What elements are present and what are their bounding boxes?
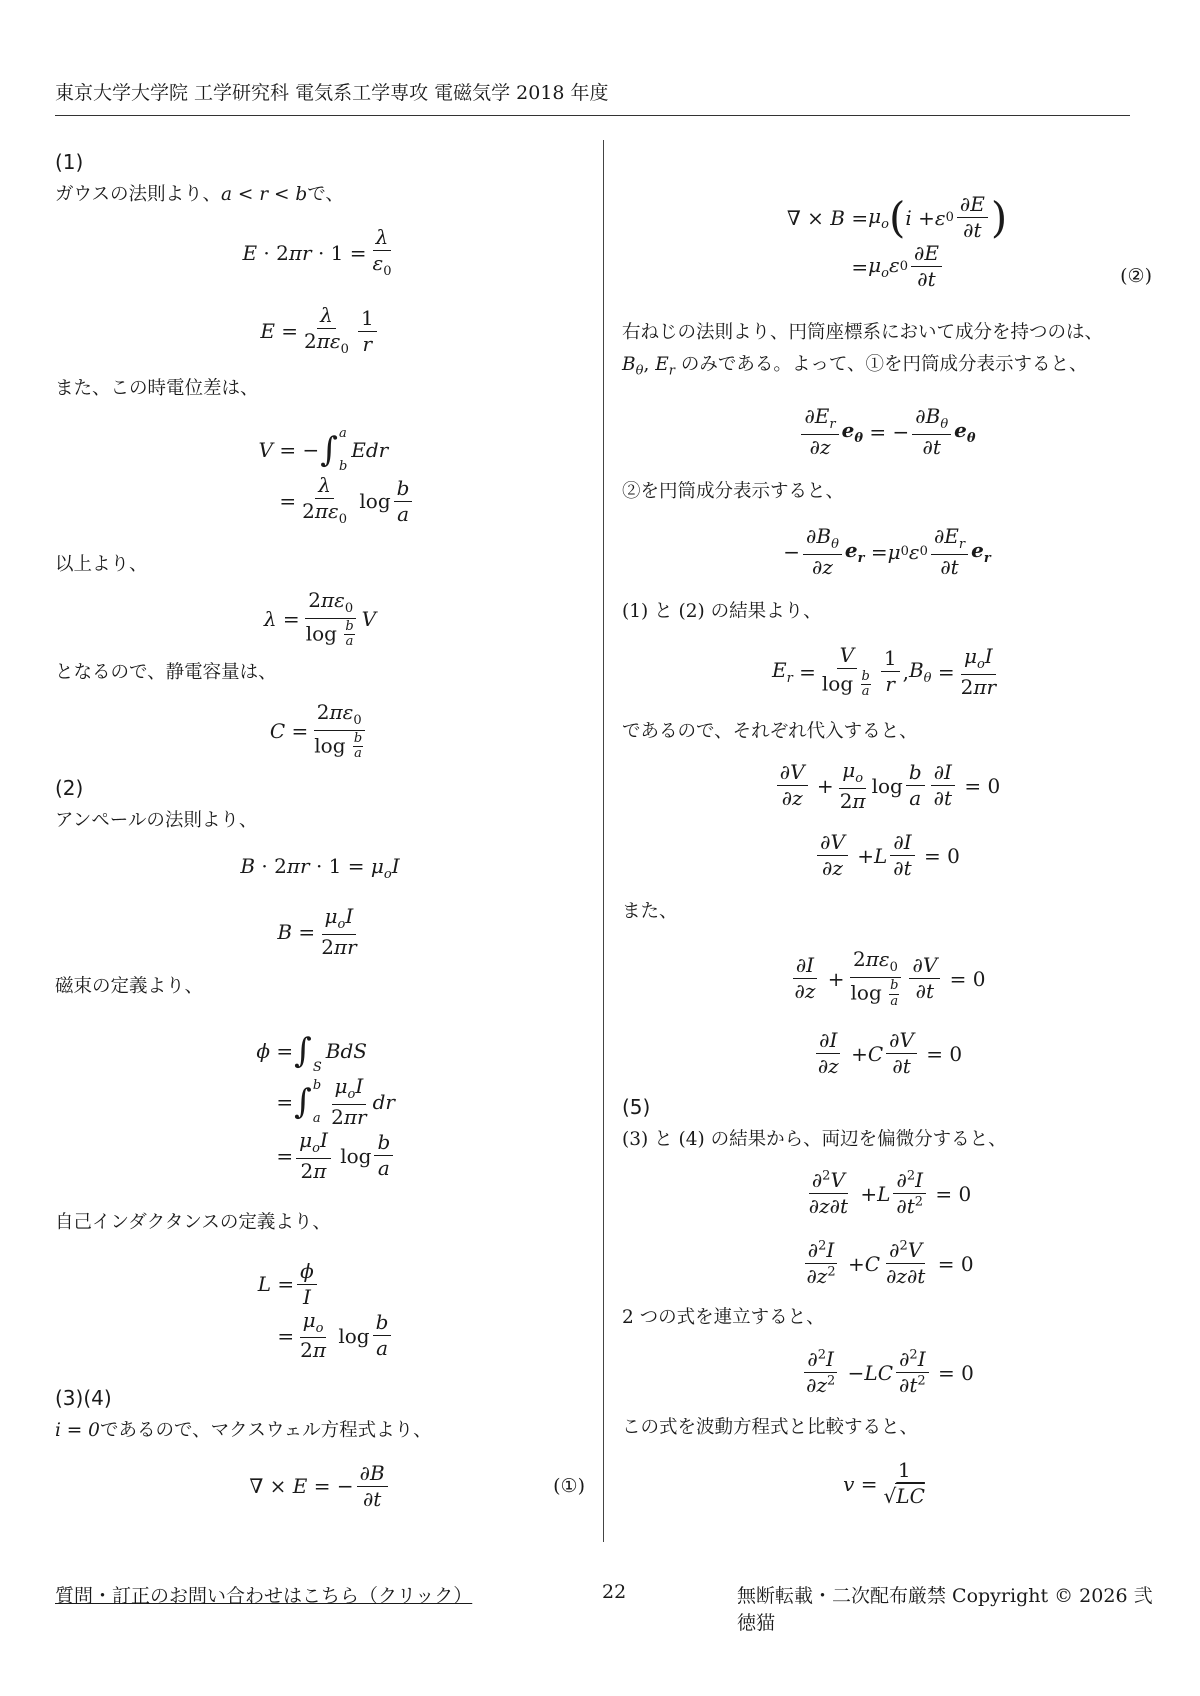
- equation-gauss: E · 2πr · 1 = $\frac{\lambda}{\varepsilon_0}$: [242, 225, 392, 280]
- paragraph-hence: 以上より、: [55, 554, 148, 575]
- ref-4: (4): [678, 1128, 705, 1150]
- paragraph-ampere: アンペールの法則より、: [55, 810, 258, 831]
- paragraph-right-screw: 右ねじの法則より、円筒座標系において成分を持つのは、: [622, 322, 1104, 343]
- equation-telegraph-v2: $\frac{\partial V}{\partial z}$ + L $\frac{\partial I}{\partial t}$ = 0: [622, 825, 1152, 887]
- equation-er-btheta: $E_r$ = V log $\frac{b}{a}$ $\frac{1}{r}$ , $B_\theta$ = $\frac{\mu_oI}{2\pi r}$: [771, 642, 997, 700]
- right-column: [622, 140, 1152, 1525]
- text-differentiate: の結果から、両辺を偏微分すると、: [710, 1128, 1007, 1150]
- equation-potential: V = − ∫ a b Edr = $\frac{\lambda}{2\pi\varepsilon_0}$ log $\frac{b}{a}$: [55, 412, 585, 542]
- equation-b-field: B = $\frac{\mu_oI}{2\pi r}$: [277, 904, 357, 959]
- paragraph-cyl-ampere: ②を円筒成分表示すると、: [622, 480, 845, 502]
- left-column: [55, 140, 585, 1526]
- paragraph-flux: 磁束の定義より、: [55, 976, 204, 997]
- text-and-2: と: [654, 1128, 673, 1150]
- ref-3: (3): [622, 1128, 649, 1150]
- section-1-heading: (1): [55, 150, 84, 174]
- page-number: 22: [602, 1581, 627, 1603]
- ref-2: (2): [678, 600, 705, 622]
- equation-faraday: ∇ × E = − $\frac{\partial B}{\partial t}$ (①): [249, 1460, 585, 1511]
- equation-flux: ϕ = ∫ S BdS = ∫ b a $\frac{\mu_oI}{2\pi r}$ dr = $\frac{\mu_oI}{2\pi}$ log $\frac{b}{a}$: [256, 1031, 395, 1183]
- equation-e-field: E = $\frac{\lambda}{2\pi\varepsilon_0}$ $\frac{1}{r}$: [55, 296, 585, 366]
- paragraph-capacitance: となるので、静電容量は、: [55, 662, 277, 683]
- paragraph-results-12: [622, 597, 1152, 627]
- equation-inductance: L = $\frac{\phi}{I}$ = $\frac{\mu_o}{2\pi}$ log $\frac{b}{a}$: [55, 1246, 585, 1376]
- section-34-heading: (3)(4): [55, 1386, 112, 1410]
- math-condition: a < r < b: [220, 184, 308, 205]
- paragraph-differentiate: [622, 1125, 1152, 1155]
- column-divider: [603, 140, 604, 1542]
- equation-wave: $\frac{\partial^2I}{\partial z^2}$ − LC $\frac{\partial^2I}{\partial t^2}$ = 0: [806, 1347, 974, 1398]
- equation-second-order-2: $\frac{\partial^2I}{\partial z^2}$ + C $\frac{\partial^2V}{\partial z\partial t}$ = 0: [806, 1238, 974, 1289]
- section-5-heading: (5): [622, 1094, 651, 1119]
- text-results: の結果より、: [710, 600, 822, 622]
- ref-1: (1): [622, 600, 649, 622]
- equation-telegraph-i2: $\frac{\partial I}{\partial z}$ + C $\frac{\partial V}{\partial t}$ = 0: [817, 1028, 963, 1079]
- equation-ampere: $B \cdot 2\pi r \cdot 1 = \mu_oI$: [240, 854, 400, 882]
- text-maxwell: であるので、マクスウェル方程式より、: [99, 1420, 432, 1441]
- paragraph-potential: また、この時電位差は、: [55, 378, 259, 399]
- paragraph-gauss: [55, 180, 585, 210]
- text-components: のみである。よって、①を円筒成分表示すると、: [680, 354, 1088, 375]
- paragraph-substitute: であるので、それぞれ代入すると、: [622, 720, 918, 742]
- section-2-heading: (2): [55, 776, 84, 800]
- text-gauss: ガウスの法則より、: [55, 184, 221, 205]
- equation-velocity: v = $\frac{1}{√LC}$: [843, 1458, 925, 1509]
- equation-telegraph-i1: $\frac{\partial I}{\partial z}$ + $2\pi\varepsilon_0$ log $\frac{b}{a}$ $\frac{\partial V}{\partial t}$ = 0: [794, 947, 986, 1009]
- paragraph-inductance: 自己インダクタンスの定義より、: [55, 1212, 331, 1233]
- math-b-theta: B: [622, 354, 636, 375]
- page-header: 東京大学大学院 工学研究科 電気系工学専攻 電磁気学 2018 年度: [55, 78, 1130, 116]
- contact-link[interactable]: 質問・訂正のお問い合わせはこちら（クリック）: [55, 1585, 473, 1607]
- equation-capacitance: C = $2\pi\varepsilon_0$ log $\frac{b}{a}$: [55, 696, 585, 766]
- equation-cyl-faraday: $\frac{\partial E_r}{\partial z}$ $e_\theta$ = − $\frac{\partial B_\theta}{\partial t}$ $e_\theta$: [622, 395, 1152, 469]
- equation-number-2: (②): [1120, 265, 1152, 287]
- text-simultaneous: つの式を連立すると、: [639, 1306, 825, 1328]
- equation-lambda: λ = $2\pi\varepsilon_0$ log $\frac{b}{a}$ V: [263, 587, 377, 649]
- paragraph-maxwell: [55, 1416, 585, 1446]
- paragraph-components: $B_\theta$, $E_r$ のみである。よって、①を円筒成分表示すると、: [622, 354, 1088, 379]
- math-i-zero: i = 0: [55, 1420, 100, 1441]
- equation-telegraph-v1: $\frac{\partial V}{\partial z}$ + $\frac{\mu_o}{2\pi}$ log $\frac{b}{a}$ $\frac{\partial I}{\partial t}$ = 0: [622, 755, 1152, 817]
- text-and: と: [654, 600, 673, 622]
- paragraph-compare: この式を波動方程式と比較すると、: [622, 1416, 919, 1438]
- equation-cyl-ampere: − $\frac{\partial B_\theta}{\partial z}$ $e_r$ = μ 0 ε 0 $\frac{\partial E_r}{\partial t}$ $e_r$: [783, 523, 991, 579]
- text-two: 2: [622, 1306, 634, 1328]
- text-de: で、: [307, 184, 344, 205]
- equation-second-order-1: $\frac{\partial^2V}{\partial z\partial t}$ + L $\frac{\partial^2I}{\partial t^2}$ = 0: [808, 1168, 972, 1219]
- paragraph-also: また、: [622, 900, 678, 922]
- copyright-notice: 無断転載・二次配布厳禁 Copyright © 2026 弐徳猫: [737, 1585, 1153, 1634]
- equation-ampere-maxwell: ∇ × B = $\mu_o$ ( i + ε 0 $\frac{\partial E}{\partial t}$ ) = $\mu_o\varepsilon$ 0 $\frac{\partial E}{\partial t}$ (②): [786, 192, 1152, 291]
- paragraph-simultaneous: [622, 1303, 1152, 1333]
- equation-number-1: (①): [553, 1475, 585, 1497]
